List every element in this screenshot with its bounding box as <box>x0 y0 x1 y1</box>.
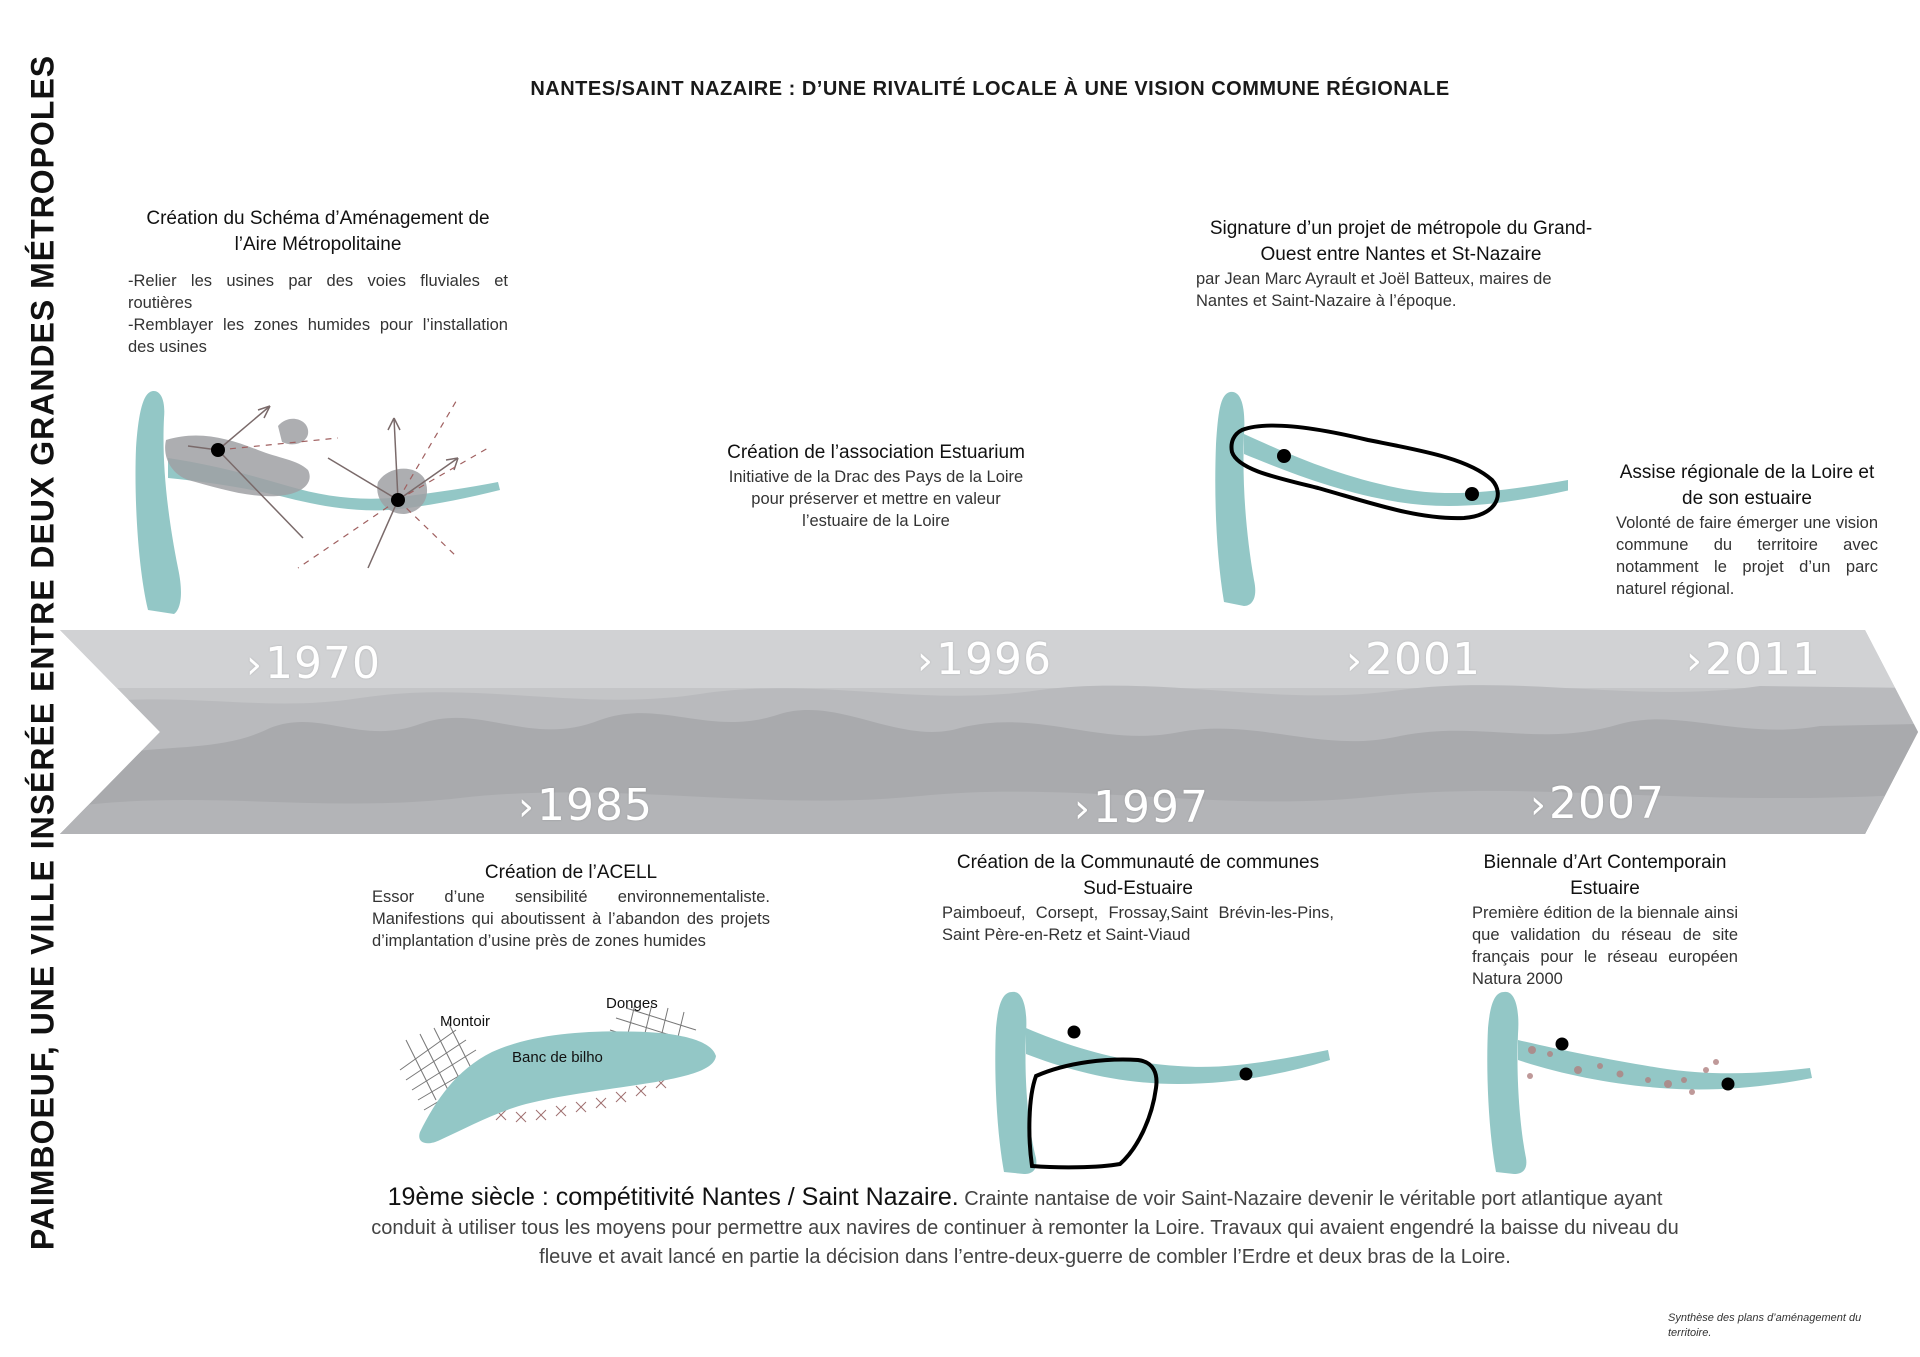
year-1985: ›1985 <box>518 780 653 831</box>
label-donges: Donges <box>606 995 658 1012</box>
event-1970-body-2: -Remblayer les zones humides pour l’installation des usines <box>128 316 508 356</box>
year-2011: ›2011 <box>1686 634 1821 685</box>
footer-paragraph <box>360 1183 1690 1272</box>
event-1997 <box>942 850 1334 946</box>
event-2001 <box>1196 216 1606 312</box>
year-2007: ›2007 <box>1530 778 1665 829</box>
event-1997-body: Paimboeuf, Corsept, Frossay,Saint Brévin-les-Pins, Saint Père-en-Retz et Saint-Viaud <box>942 904 1334 944</box>
event-2011-title: Assise régionale de la Loire et de son estuaire <box>1619 462 1875 509</box>
event-2001-body: par Jean Marc Ayrault et Joël Batteux, maires de Nantes et Saint-Nazaire à l’époque. <box>1196 270 1552 310</box>
footer-lead: 19ème siècle : compétitivité Nantes / Saint Nazaire. <box>387 1183 959 1211</box>
footer-text: Crainte nantaise de voir Saint-Nazaire devenir le véritable port atlantique ayant conduit à utiliser tous les moyens pour permettre aux navires de continuer à remonter la Loire. Travaux qui avaient engendré la baisse du niveau du fleuve et avait lancé en partie la décision dans l’entre-deux-guerre de combler l’Erdre et deux bras de la Loire. <box>371 1188 1679 1268</box>
event-1970-body-1: -Relier les usines par des voies fluviales et routières <box>128 272 508 312</box>
year-1970: ›1970 <box>246 638 381 689</box>
event-1970-title: Création du Schéma d’Aménagement de l’Aire Métropolitaine <box>146 208 490 255</box>
vertical-title: PAIMBOEUF, UNE VILLE INSÉRÉE ENTRE DEUX GRANDES MÉTROPOLES <box>24 54 61 1251</box>
map-2007 <box>1480 988 1820 1178</box>
source-caption: Synthèse des plans d’aménagement du territoire. <box>1668 1312 1862 1339</box>
event-1985-title: Création de l’ACELL <box>484 862 658 883</box>
event-1996 <box>726 440 1026 532</box>
year-2001: ›2001 <box>1346 634 1481 685</box>
event-2007-title: Biennale d’Art Contemporain Estuaire <box>1483 852 1727 899</box>
event-2007-body: Première édition de la biennale ainsi que validation du réseau de site français pour le réseau européen Natura 2000 <box>1472 904 1738 988</box>
event-1996-title: Création de l’association Estuarium <box>727 442 1025 463</box>
map-2001 <box>1208 384 1568 614</box>
event-2011 <box>1616 460 1878 600</box>
event-2001-title: Signature d’un projet de métropole du Grand-Ouest entre Nantes et St-Nazaire <box>1209 218 1593 265</box>
map-1997 <box>988 988 1338 1178</box>
year-1996: ›1996 <box>917 634 1052 685</box>
label-banc-de-bilho: Banc de bilho <box>512 1049 603 1066</box>
event-1996-body: Initiative de la Drac des Pays de la Loire pour préserver et mettre en valeur l’estuaire de la Loire <box>728 468 1024 530</box>
label-montoir: Montoir <box>440 1013 491 1030</box>
event-1997-title: Création de la Communauté de communes Sud-Estuaire <box>956 852 1320 899</box>
event-2011-body: Volonté de faire émerger une vision commune du territoire avec notamment le projet d’un parc naturel régional. <box>1616 514 1878 598</box>
map-1985 <box>396 990 736 1150</box>
year-1997: ›1997 <box>1074 782 1209 833</box>
event-1985 <box>372 860 770 952</box>
main-title: NANTES/SAINT NAZAIRE : D’UNE RIVALITÉ LOCALE À UNE VISION COMMUNE RÉGIONALE <box>530 78 1450 100</box>
event-1985-body: Essor d’une sensibilité environnementaliste. Manifestions qui aboutissent à l’abandon des projets d’implantation d’usine près de zones humides <box>372 888 770 950</box>
map-1970 <box>128 378 518 618</box>
event-1970 <box>128 206 508 358</box>
event-2007 <box>1472 850 1738 990</box>
